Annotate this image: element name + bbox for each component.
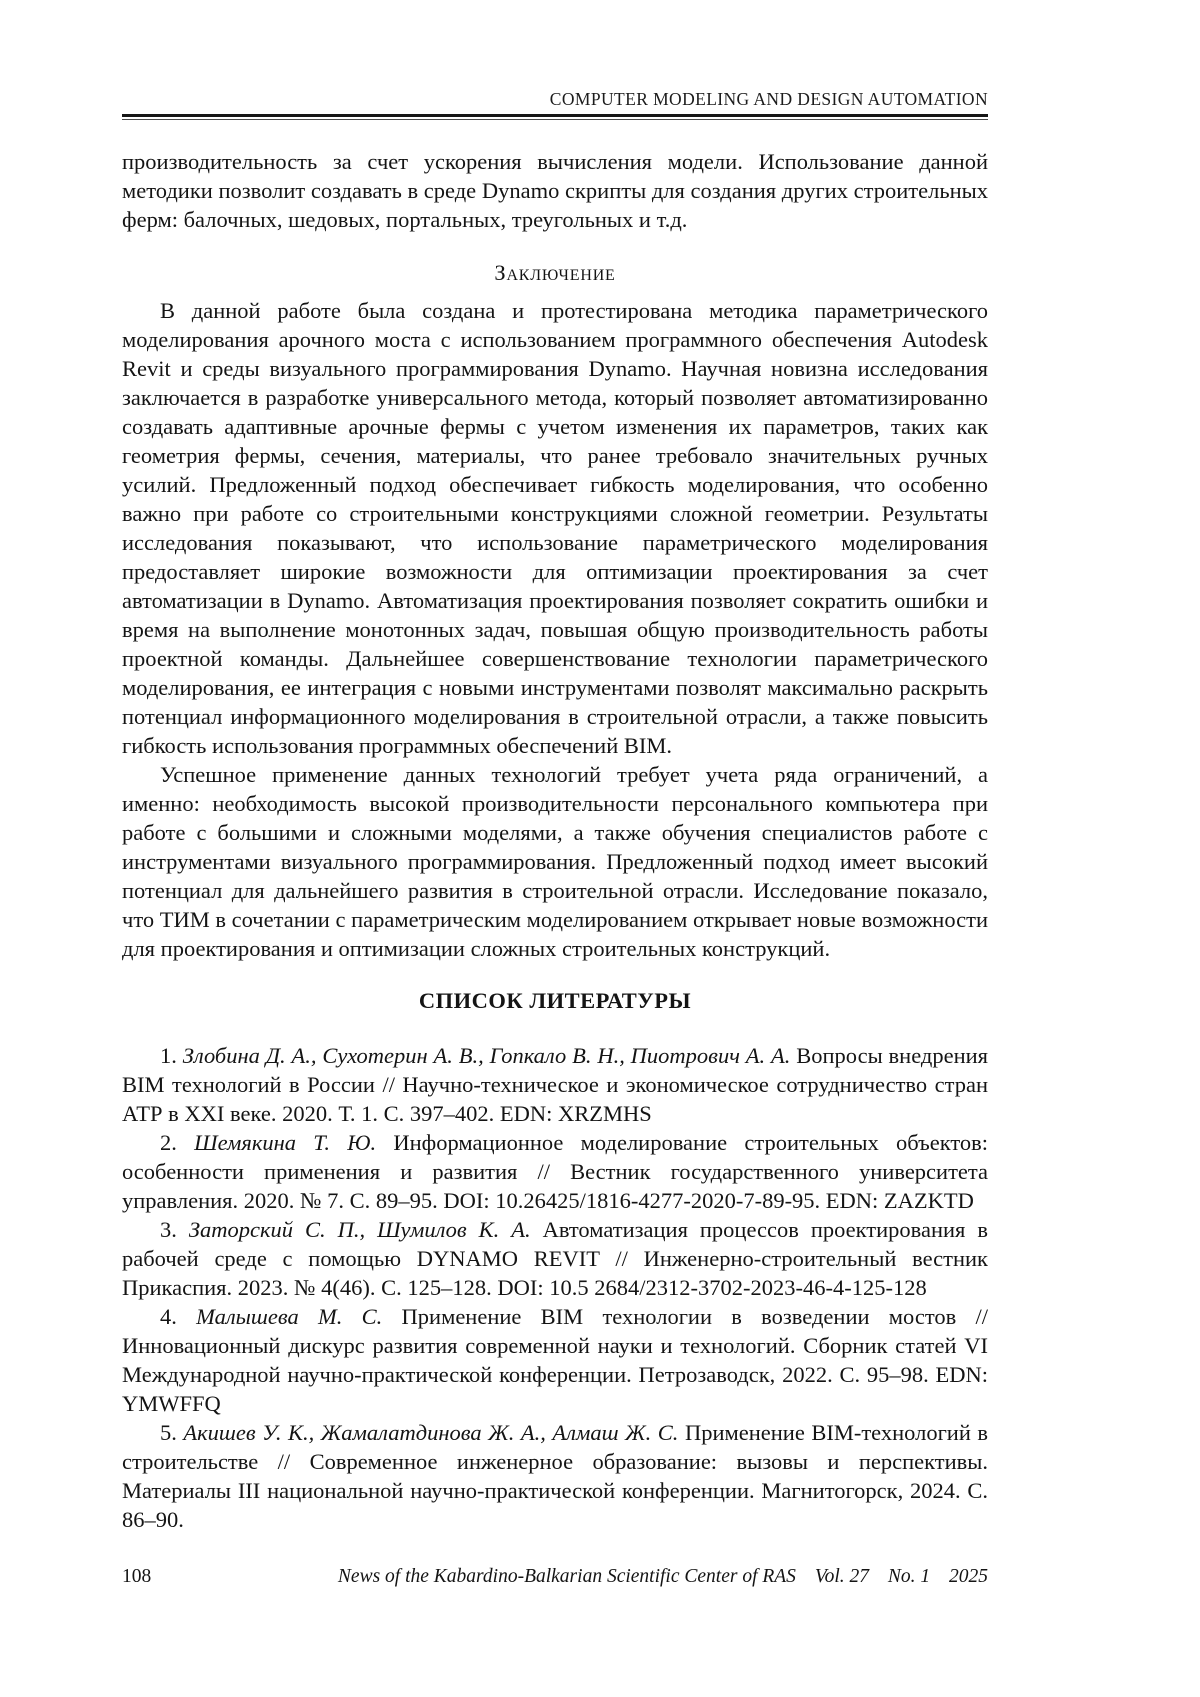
page-number: 108 <box>122 1566 152 1587</box>
reference-authors: Злобина Д. А., Сухотерин А. В., Гопкало В. Н., Пиотрович А. А. <box>182 1043 791 1068</box>
reference-authors: Заторский С. П., Шумилов К. А. <box>188 1217 531 1242</box>
reference-text: Применение BIM-технологий в строительстве // Современное инженерное образование: вызовы и перспективы. Материалы III национальной научно-практической конференции. Магнитогорск, 2024. С. 86–90. <box>122 1420 989 1532</box>
journal-year: 2025 <box>949 1566 988 1587</box>
journal-citation-line <box>338 1566 988 1588</box>
journal-volume: Vol. 27 <box>814 1566 869 1587</box>
conclusion-paragraph: В данной работе была создана и протестирована методика параметрического моделирования арочного моста с использованием программного обеспечения Autodesk Revit и среды визуального программирования Dynamo. Научная новизна исследования заключается в разработке универсального метода, который позволяет автоматизированно создавать адаптивные арочные фермы с учетом изменения их параметров, таких как геометрия фермы, сечения, материалы, что ранее требовало значительных ручных усилий. Предложенный подход обеспечивает гибкость моделирования, что особенно важно при работе со строительными конструкциями сложной геометрии. Результаты исследования показывают, что использование параметрического моделирования предоставляет широкие возможности для оптимизации проектирования за счет автоматизации в Dynamo. Автоматизация проектирования позволяет сократить ошибки и время на выполнение монотонных задач, повышая общую производительность работы проектной команды. Дальнейшее совершенствование технологии параметрического моделирования, ее интеграция с новыми инструментами позволят максимально раскрыть потенциал информационного моделирования в строительной отрасли, а также повысить гибкость использования программных обеспечений BIM. <box>122 298 988 758</box>
reference-text: Применение BIM технологии в возведении мостов // Инновационный дискурс развития современной науки и технологий. Сборник статей VI Международной научно-практической конференции. Петрозаводск, 2022. С. 95–98. EDN: YMWFFQ <box>122 1304 989 1416</box>
references-heading: СПИСОК ЛИТЕРАТУРЫ <box>418 988 692 1013</box>
running-header: COMPUTER MODELING AND DESIGN AUTOMATION <box>549 89 988 109</box>
reference-item <box>122 1041 988 1128</box>
reference-number: 3. <box>160 1217 177 1242</box>
reference-item <box>122 1215 988 1302</box>
page-footer <box>122 1566 988 1588</box>
reference-item <box>122 1302 988 1418</box>
reference-item <box>122 1128 988 1215</box>
page-content <box>122 88 988 1534</box>
reference-number: 5. <box>160 1420 177 1445</box>
reference-authors: Малышева М. С. <box>196 1304 383 1329</box>
reference-authors: Шемякина Т. Ю. <box>194 1130 377 1155</box>
reference-item <box>122 1418 988 1534</box>
journal-title: News of the Kabardino-Balkarian Scientific Center of RAS <box>337 1566 796 1587</box>
header-rule <box>122 114 988 120</box>
conclusion-paragraph: Успешное применение данных технологий требует учета ряда ограничений, а именно: необходимость высокой производительности персонального компьютера при работе с большими и сложными моделями, а также обучения специалистов работе с инструментами визуального программирования. Предложенный подход имеет высокий потенциал для дальнейшего развития в строительной отрасли. Исследование показало, что ТИМ в сочетании с параметрическим моделированием открывает новые возможности для проектирования и оптимизации сложных строительных конструкций. <box>122 762 988 961</box>
reference-text: Информационное моделирование строительных объектов: особенности применения и развития // Вестник государственного университета управления. 2020. № 7. С. 89–95. DOI: 10.26425/1816-4277-2020-7-89-95. EDN: ZAZKTD <box>122 1130 989 1213</box>
reference-text: Вопросы внедрения BIM технологий в России // Научно-техническое и экономическое сотрудничество стран АТР в XXI веке. 2020. Т. 1. С. 397–402. EDN: XRZMHS <box>122 1043 989 1126</box>
article-body <box>122 147 988 1534</box>
reference-number: 2. <box>160 1130 177 1155</box>
reference-text: Автоматизация процессов проектирования в рабочей среде с помощью DYNAMO REVIT // Инженерно-строительный вестник Прикаспия. 2023. № 4(46). С. 125–128. DOI: 10.5 2684/2312-3702-2023-46-4-125-128 <box>122 1217 989 1300</box>
reference-number: 4. <box>160 1304 177 1329</box>
conclusion-heading: Заключение <box>494 260 616 285</box>
reference-number: 1. <box>160 1043 177 1068</box>
journal-issue: No. 1 <box>887 1566 931 1587</box>
reference-authors: Акишев У. К., Жамалатдинова Ж. А., Алмаш Ж. С. <box>183 1420 679 1445</box>
intro-paragraph: производительность за счет ускорения вычисления модели. Использование данной методики позволит создавать в среде Dynamo скрипты для создания других строительных ферм: балочных, шедовых, портальных, треугольных и т.д. <box>122 149 988 232</box>
